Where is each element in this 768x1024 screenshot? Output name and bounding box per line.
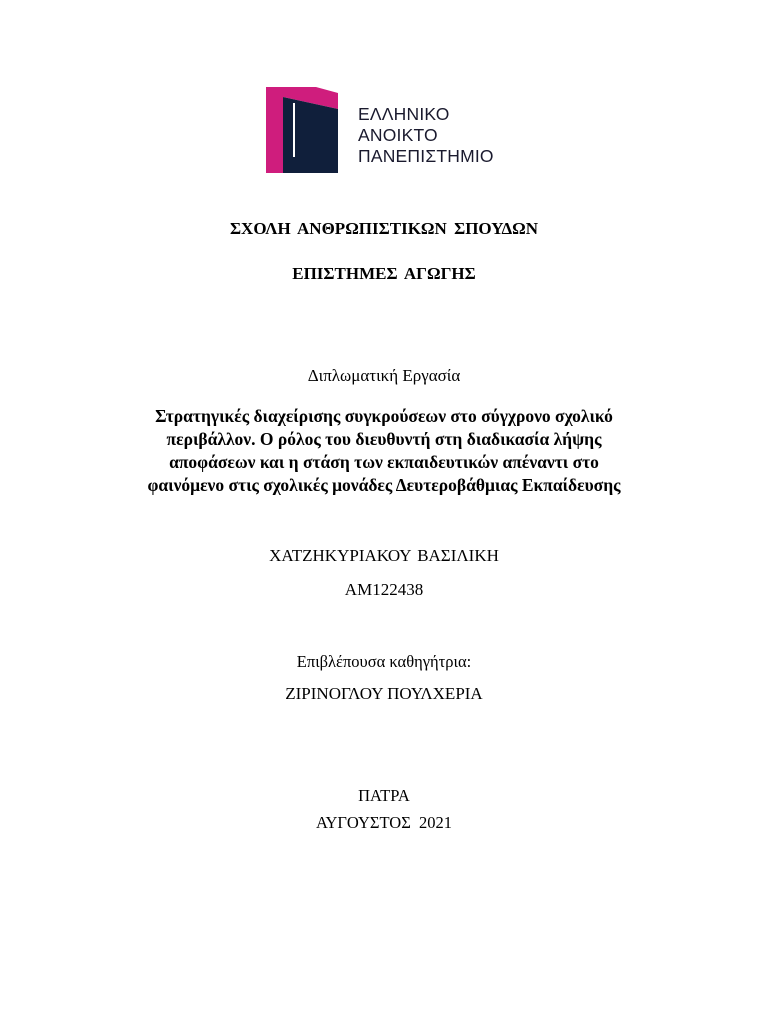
university-logo [266, 87, 516, 173]
submission-date: ΑΥΓΟΥΣΤΟΣ 2021 [316, 813, 452, 832]
logo-navy-shape [283, 97, 338, 173]
logo-wordmark [358, 104, 494, 167]
thesis-title-line-3: αποφάσεων και η στάση των εκπαιδευτικών απέναντι στο [169, 452, 599, 472]
logo-line-1: ΕΛΛΗΝΙΚΟ [358, 104, 450, 124]
author-name: ΧΑΤΖΗΚΥΡΙΑΚΟΥ ΒΑΣΙΛΙΚΗ [269, 546, 499, 565]
city: ΠΑΤΡΑ [358, 786, 410, 805]
thesis-title [84, 405, 684, 497]
thesis-title-line-1: Στρατηγικές διαχείρισης συγκρούσεων στο σύγχρονο σχολικό [155, 406, 613, 426]
thesis-title-line-2: περιβάλλον. Ο ρόλος του διευθυντή στη διαδικασία λήψης [166, 429, 602, 449]
student-id: ΑΜ122438 [344, 580, 424, 599]
logo-line-3: ΠΑΝΕΠΙΣΤΗΜΙΟ [358, 146, 494, 166]
department-heading: ΕΠΙΣΤΗΜΕΣ ΑΓΩΓΗΣ [292, 264, 476, 283]
university-logo-mark [266, 87, 356, 173]
supervisor-name: ΖΙΡΙΝΟΓΛΟΥ ΠΟΥΛΧΕΡΙΑ [285, 684, 483, 703]
logo-line-2: ΑΝΟΙΚΤΟ [358, 125, 438, 145]
thesis-type-label: Διπλωματική Εργασία [307, 366, 461, 385]
supervisor-label: Επιβλέπουσα καθηγήτρια: [296, 652, 472, 671]
school-heading: ΣΧΟΛΗ ΑΝΘΡΩΠΙΣΤΙΚΩΝ ΣΠΟΥΔΩΝ [229, 219, 539, 238]
thesis-title-line-4: φαινόμενο στις σχολικές μονάδες Δευτεροβάθμιας Εκπαίδευσης [147, 475, 621, 495]
